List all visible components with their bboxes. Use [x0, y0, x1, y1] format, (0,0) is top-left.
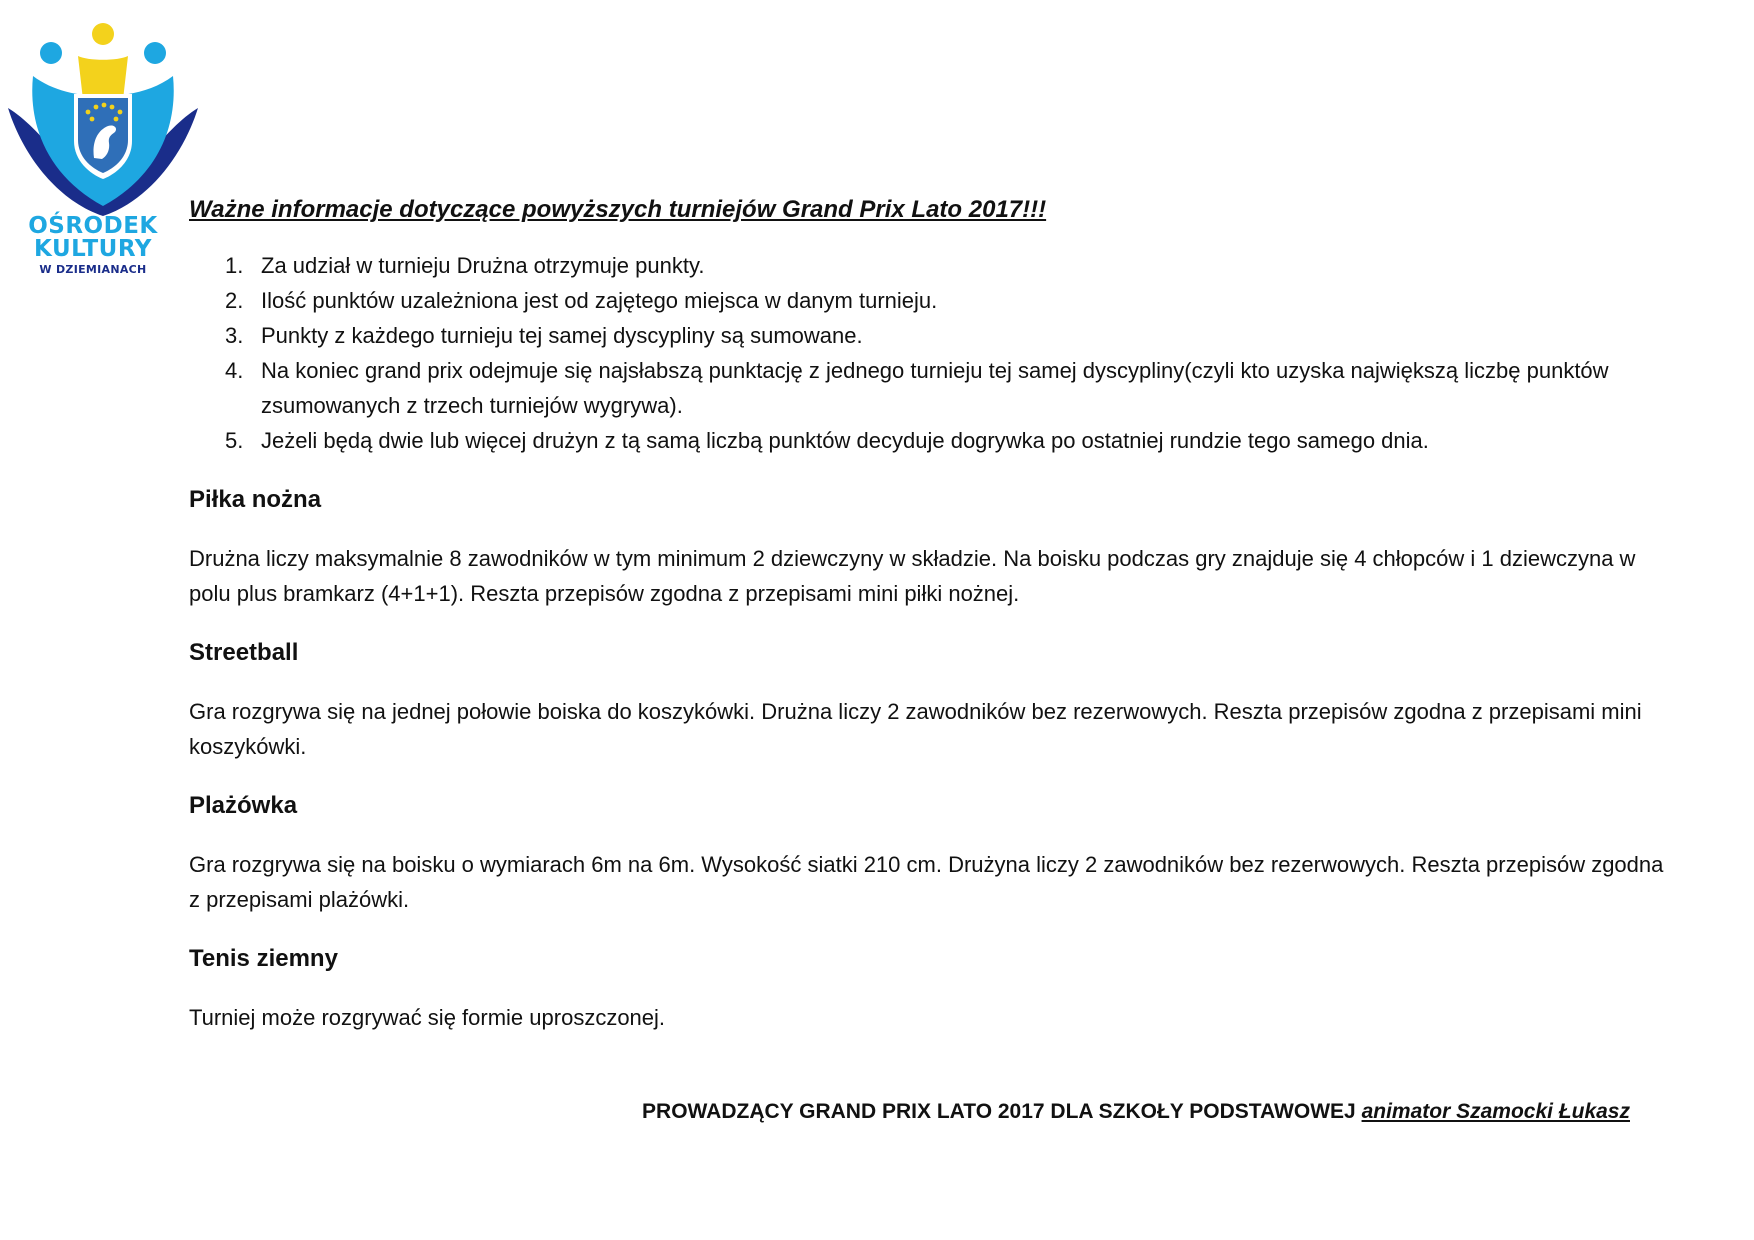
section-pilka-nozna — [189, 482, 1679, 611]
section-plazowka — [189, 788, 1679, 917]
section-heading: Tenis ziemny — [189, 945, 338, 972]
section-text: Gra rozgrywa się na jednej połowie boiska do koszykówki. Drużna liczy 2 zawodników bez rezerwowych. Reszta przepisów zgodna z przepisami mini koszykówki. — [189, 699, 1642, 759]
logo-wordmark — [8, 215, 178, 275]
list-item-text: Ilość punktów uzależniona jest od zajętego miejsca w danym turnieju. — [261, 288, 938, 313]
section-heading: Piłka nożna — [189, 486, 322, 513]
list-item — [225, 353, 1679, 423]
list-item — [225, 283, 1679, 318]
document-signature — [560, 1100, 1630, 1124]
signature-label: PROWADZĄCY GRAND PRIX LATO 2017 DLA SZKOŁY PODSTAWOWEJ — [642, 1100, 1356, 1123]
signature-name: animator Szamocki Łukasz — [1361, 1100, 1630, 1123]
list-item-number: 5. — [225, 428, 244, 453]
list-item-number: 2. — [225, 288, 244, 313]
section-text: Turniej może rozgrywać się formie uproszczonej. — [189, 1005, 666, 1030]
list-item-number: 3. — [225, 323, 244, 348]
section-heading: Streetball — [189, 639, 299, 666]
list-item-text: Punkty z każdego turnieju tej samej dyscypliny są sumowane. — [261, 323, 863, 348]
rules-list — [189, 248, 1679, 458]
list-item — [225, 248, 1679, 283]
logo-line-3: W DZIEMIANACH — [39, 263, 147, 276]
list-item — [225, 423, 1679, 458]
logo-emblem-icon — [8, 16, 208, 216]
section-streetball — [189, 635, 1679, 764]
document-title: Ważne informacje dotyczące powyższych turniejów Grand Prix Lato 2017!!! — [189, 196, 1047, 223]
section-tenis-ziemny — [189, 941, 1679, 1035]
list-item-text: Za udział w turnieju Drużna otrzymuje punkty. — [261, 253, 705, 278]
logo-line-1: OŚRODEK — [28, 213, 158, 239]
list-item-number: 4. — [225, 358, 244, 383]
section-text: Gra rozgrywa się na boisku o wymiarach 6m na 6m. Wysokość siatki 210 cm. Drużyna liczy 2 zawodników bez rezerwowych. Reszta przepisów zgodna z przepisami plażówki. — [189, 852, 1664, 912]
logo-line-2: KULTURY — [34, 236, 152, 262]
list-item-text: Jeżeli będą dwie lub więcej drużyn z tą samą liczbą punktów decyduje dogrywka po ostatniej rundzie tego samego dnia. — [261, 428, 1429, 453]
section-heading: Plażówka — [189, 792, 298, 819]
list-item-text: Na koniec grand prix odejmuje się najsłabszą punktację z jednego turnieju tej samej dyscypliny(czyli kto uzyska największą liczbę punktów zsumowanych z trzech turniejów wygrywa). — [261, 358, 1609, 418]
list-item-number: 1. — [225, 253, 244, 278]
section-text: Drużna liczy maksymalnie 8 zawodników w tym minimum 2 dziewczyny w składzie. Na boisku podczas gry znajduje się 4 chłopców i 1 dziewczyna w polu plus bramkarz (4+1+1). Reszta przepisów zgodna z przepisami mini piłki nożnej. — [189, 546, 1636, 606]
document-body — [189, 190, 1679, 1035]
list-item — [225, 318, 1679, 353]
